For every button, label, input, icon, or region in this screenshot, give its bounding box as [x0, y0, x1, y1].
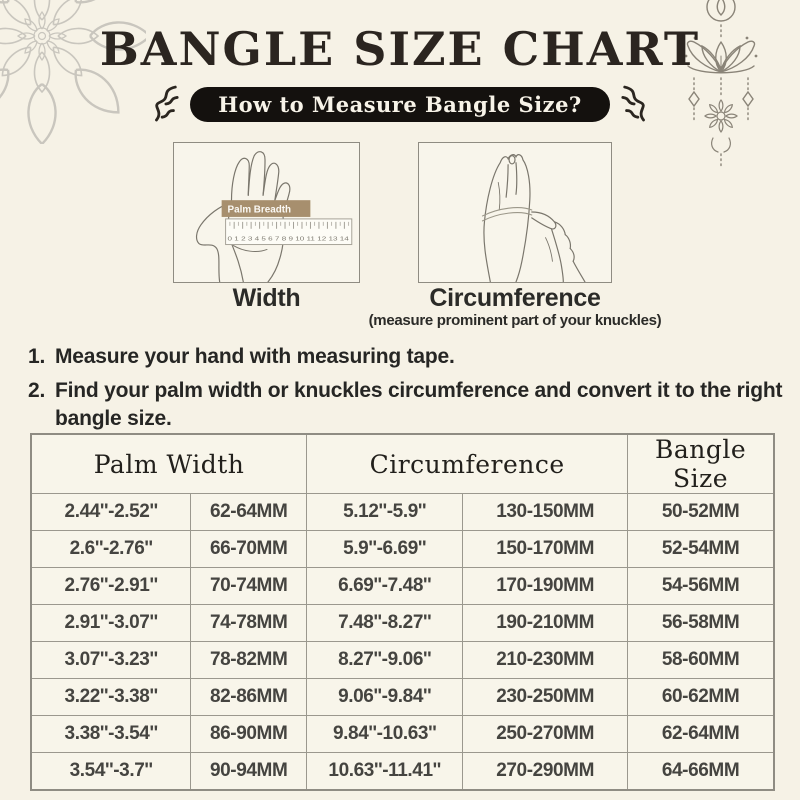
table-cell: 78-82MM — [191, 642, 307, 679]
table-cell: 270-290MM — [463, 753, 628, 791]
width-label: Width — [232, 284, 301, 312]
table-cell: 3.22''-3.38'' — [31, 679, 191, 716]
table-cell: 62-64MM — [191, 494, 307, 531]
table-cell: 50-52MM — [628, 494, 774, 531]
table-cell: 70-74MM — [191, 568, 307, 605]
flourish-left-icon — [148, 83, 180, 125]
ruler-numbers: 0 1 2 3 4 5 6 7 8 9 10 11 12 13 14 — [227, 236, 349, 243]
table-cell: 62-64MM — [628, 716, 774, 753]
width-illustration — [173, 142, 360, 283]
banner-pill: How to Measure Bangle Size? — [190, 87, 610, 122]
table-cell: 6.69''-7.48'' — [307, 568, 463, 605]
table-cell: 5.12''-5.9'' — [307, 494, 463, 531]
table-row — [31, 679, 774, 716]
table-row — [31, 753, 774, 791]
table-cell: 64-66MM — [628, 753, 774, 791]
table-cell: 250-270MM — [463, 716, 628, 753]
table-cell: 2.91''-3.07'' — [31, 605, 191, 642]
table-cell: 5.9''-6.69'' — [307, 531, 463, 568]
banner-row — [0, 84, 800, 124]
table-cell: 52-54MM — [628, 531, 774, 568]
circumference-label: Circumference — [429, 284, 601, 312]
table-row — [31, 716, 774, 753]
instruction-step-1 — [28, 343, 784, 371]
instruction-text: Measure your hand with measuring tape. — [55, 345, 455, 368]
table-cell: 2.76''-2.91'' — [31, 568, 191, 605]
bangle-size-table — [30, 433, 775, 791]
instruction-text: Find your palm width or knuckles circumference and convert it to the right bangle size. — [55, 379, 783, 430]
page-title: BANGLE SIZE CHART — [99, 22, 701, 76]
knuckle-measure-icon — [419, 143, 611, 282]
table-header-circumference: Circumference — [307, 434, 628, 494]
table-cell: 9.06''-9.84'' — [307, 679, 463, 716]
table-cell: 9.84''-10.63'' — [307, 716, 463, 753]
flourish-right-icon — [620, 83, 652, 125]
table-row — [31, 531, 774, 568]
instruction-number: 1. — [28, 345, 46, 368]
table-cell: 190-210MM — [463, 605, 628, 642]
table-cell: 210-230MM — [463, 642, 628, 679]
table-row — [31, 605, 774, 642]
table-cell: 7.48''-8.27'' — [307, 605, 463, 642]
table-cell: 58-60MM — [628, 642, 774, 679]
table-header-row — [31, 434, 774, 494]
circumference-illustration — [418, 142, 612, 283]
table-cell: 66-70MM — [191, 531, 307, 568]
table-header-bangle-size: Bangle Size — [628, 434, 774, 494]
table-cell: 60-62MM — [628, 679, 774, 716]
table-cell: 82-86MM — [191, 679, 307, 716]
instruction-number: 2. — [28, 379, 46, 402]
table-cell: 2.6''-2.76'' — [31, 531, 191, 568]
palm-breadth-tag: Palm Breadth — [227, 204, 292, 216]
table-row — [31, 568, 774, 605]
table-cell: 3.54''-3.7'' — [31, 753, 191, 791]
circumference-note: (measure prominent part of your knuckles) — [368, 312, 662, 329]
instructions — [28, 343, 784, 433]
table-cell: 8.27''-9.06'' — [307, 642, 463, 679]
table-cell: 74-78MM — [191, 605, 307, 642]
table-cell: 10.63''-11.41'' — [307, 753, 463, 791]
table-cell: 86-90MM — [191, 716, 307, 753]
palm-ruler-icon — [174, 143, 359, 282]
table-cell: 3.38''-3.54'' — [31, 716, 191, 753]
table-header-palm-width: Palm Width — [31, 434, 307, 494]
table-row — [31, 494, 774, 531]
table-cell: 230-250MM — [463, 679, 628, 716]
table-cell: 150-170MM — [463, 531, 628, 568]
table-row — [31, 642, 774, 679]
table-cell: 56-58MM — [628, 605, 774, 642]
instruction-step-2 — [28, 377, 784, 433]
table-cell: 54-56MM — [628, 568, 774, 605]
table-cell: 2.44''-2.52'' — [31, 494, 191, 531]
table-cell: 170-190MM — [463, 568, 628, 605]
table-cell: 90-94MM — [191, 753, 307, 791]
table-cell: 130-150MM — [463, 494, 628, 531]
table-cell: 3.07''-3.23'' — [31, 642, 191, 679]
